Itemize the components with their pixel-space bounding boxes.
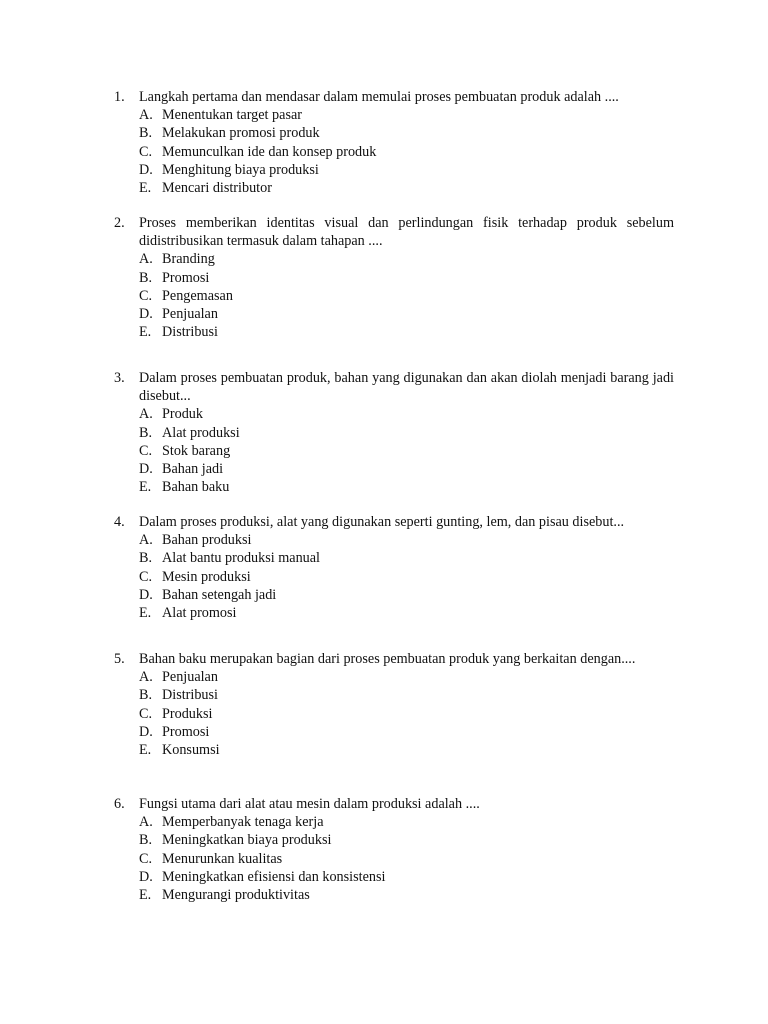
- option-text: Promosi: [162, 269, 210, 286]
- option-text: Bahan produksi: [162, 532, 252, 549]
- question-number: 1.: [114, 89, 125, 105]
- option-text: Melakukan promosi produk: [162, 125, 320, 142]
- question-text: Langkah pertama dan mendasar dalam memulai proses pembuatan produk adalah ....: [139, 89, 619, 105]
- option-list: [114, 531, 674, 622]
- option-text: Menurunkan kualitas: [162, 850, 283, 867]
- option-text: Penjualan: [162, 669, 218, 686]
- option-b: [139, 124, 674, 142]
- option-text: Menentukan target pasar: [162, 107, 302, 124]
- option-text: Mesin produksi: [162, 568, 251, 585]
- option-b: [139, 549, 674, 567]
- option-text: Meningkatkan biaya produksi: [162, 832, 332, 849]
- option-list: [114, 405, 674, 496]
- option-letter: A.: [139, 406, 153, 423]
- option-d: [139, 305, 674, 323]
- question-text: Dalam proses pembuatan produk, bahan yang digunakan dan akan diolah menjadi barang jadi disebut...: [139, 370, 674, 405]
- option-text: Promosi: [162, 723, 210, 740]
- option-e: [139, 741, 674, 759]
- option-text: Menghitung biaya produksi: [162, 161, 319, 178]
- option-text: Alat bantu produksi manual: [162, 550, 321, 567]
- option-letter: D.: [139, 161, 153, 178]
- option-letter: A.: [139, 532, 153, 549]
- option-a: [139, 813, 674, 831]
- option-a: [139, 531, 674, 549]
- option-c: [139, 705, 674, 723]
- option-c: [139, 287, 674, 305]
- option-letter: E.: [139, 324, 152, 341]
- question-text: Bahan baku merupakan bagian dari proses pembuatan produk yang berkaitan dengan....: [139, 651, 636, 667]
- question-number: 4.: [114, 514, 125, 530]
- question-header: [114, 795, 674, 813]
- option-text: Bahan baku: [162, 479, 230, 496]
- option-d: [139, 868, 674, 886]
- option-letter: E.: [139, 742, 152, 759]
- option-letter: E.: [139, 887, 152, 904]
- option-text: Penjualan: [162, 306, 218, 323]
- option-letter: B.: [139, 125, 153, 142]
- question-number: 3.: [114, 370, 125, 386]
- option-letter: E.: [139, 479, 152, 496]
- option-text: Bahan setengah jadi: [162, 586, 277, 603]
- option-c: [139, 568, 674, 586]
- question-4: [114, 513, 674, 622]
- option-c: [139, 850, 674, 868]
- option-d: [139, 723, 674, 741]
- option-letter: B.: [139, 550, 153, 567]
- option-letter: B.: [139, 832, 153, 849]
- option-d: [139, 586, 674, 604]
- option-letter: C.: [139, 442, 153, 459]
- question-header: [114, 513, 674, 531]
- question-number: 2.: [114, 215, 125, 231]
- option-text: Mencari distributor: [162, 180, 272, 197]
- option-a: [139, 668, 674, 686]
- option-letter: C.: [139, 287, 153, 304]
- option-a: [139, 106, 674, 124]
- option-text: Alat promosi: [162, 605, 237, 622]
- question-header: [114, 369, 674, 405]
- option-text: Stok barang: [162, 442, 231, 459]
- option-letter: D.: [139, 306, 153, 323]
- option-letter: C.: [139, 705, 153, 722]
- option-letter: A.: [139, 669, 153, 686]
- option-b: [139, 424, 674, 442]
- option-list: [114, 250, 674, 341]
- option-text: Distribusi: [162, 687, 218, 704]
- question-6: [114, 795, 674, 904]
- option-letter: C.: [139, 568, 153, 585]
- option-letter: E.: [139, 180, 152, 197]
- question-3: [114, 369, 674, 496]
- question-number: 5.: [114, 651, 125, 667]
- option-text: Produksi: [162, 705, 213, 722]
- option-e: [139, 179, 674, 197]
- question-number: 6.: [114, 796, 125, 812]
- option-text: Memperbanyak tenaga kerja: [162, 814, 324, 831]
- option-letter: C.: [139, 143, 153, 160]
- option-b: [139, 686, 674, 704]
- option-a: [139, 250, 674, 268]
- option-text: Konsumsi: [162, 742, 220, 759]
- question-text: Dalam proses produksi, alat yang digunakan seperti gunting, lem, dan pisau disebut...: [139, 514, 625, 530]
- option-c: [139, 143, 674, 161]
- option-list: [114, 813, 674, 904]
- question-5: [114, 650, 674, 759]
- option-d: [139, 161, 674, 179]
- option-text: Pengemasan: [162, 287, 233, 304]
- question-header: [114, 650, 674, 668]
- option-list: [114, 106, 674, 197]
- option-letter: A.: [139, 814, 153, 831]
- option-letter: D.: [139, 461, 153, 478]
- question-header: [114, 214, 674, 250]
- option-letter: D.: [139, 868, 153, 885]
- option-letter: A.: [139, 251, 153, 268]
- option-b: [139, 269, 674, 287]
- option-e: [139, 478, 674, 496]
- option-text: Bahan jadi: [162, 461, 224, 478]
- option-text: Distribusi: [162, 324, 218, 341]
- option-letter: A.: [139, 107, 153, 124]
- option-a: [139, 405, 674, 423]
- option-letter: D.: [139, 586, 153, 603]
- question-2: [114, 214, 674, 341]
- option-text: Branding: [162, 251, 215, 268]
- option-letter: D.: [139, 723, 153, 740]
- option-text: Alat produksi: [162, 424, 240, 441]
- option-d: [139, 460, 674, 478]
- question-1: [114, 88, 674, 197]
- option-text: Meningkatkan efisiensi dan konsistensi: [162, 868, 386, 885]
- question-text: Proses memberikan identitas visual dan perlindungan fisik terhadap produk sebelum didistribusikan termasuk dalam tahapan ....: [139, 215, 674, 250]
- option-letter: B.: [139, 687, 153, 704]
- option-letter: E.: [139, 605, 152, 622]
- option-e: [139, 604, 674, 622]
- option-letter: B.: [139, 424, 153, 441]
- option-text: Mengurangi produktivitas: [162, 887, 310, 904]
- option-e: [139, 886, 674, 904]
- question-header: [114, 88, 674, 106]
- option-c: [139, 442, 674, 460]
- option-b: [139, 831, 674, 849]
- option-text: Memunculkan ide dan konsep produk: [162, 143, 377, 160]
- question-text: Fungsi utama dari alat atau mesin dalam produksi adalah ....: [139, 796, 480, 812]
- option-letter: B.: [139, 269, 153, 286]
- option-letter: C.: [139, 850, 153, 867]
- option-text: Produk: [162, 406, 203, 423]
- option-e: [139, 323, 674, 341]
- option-list: [114, 668, 674, 759]
